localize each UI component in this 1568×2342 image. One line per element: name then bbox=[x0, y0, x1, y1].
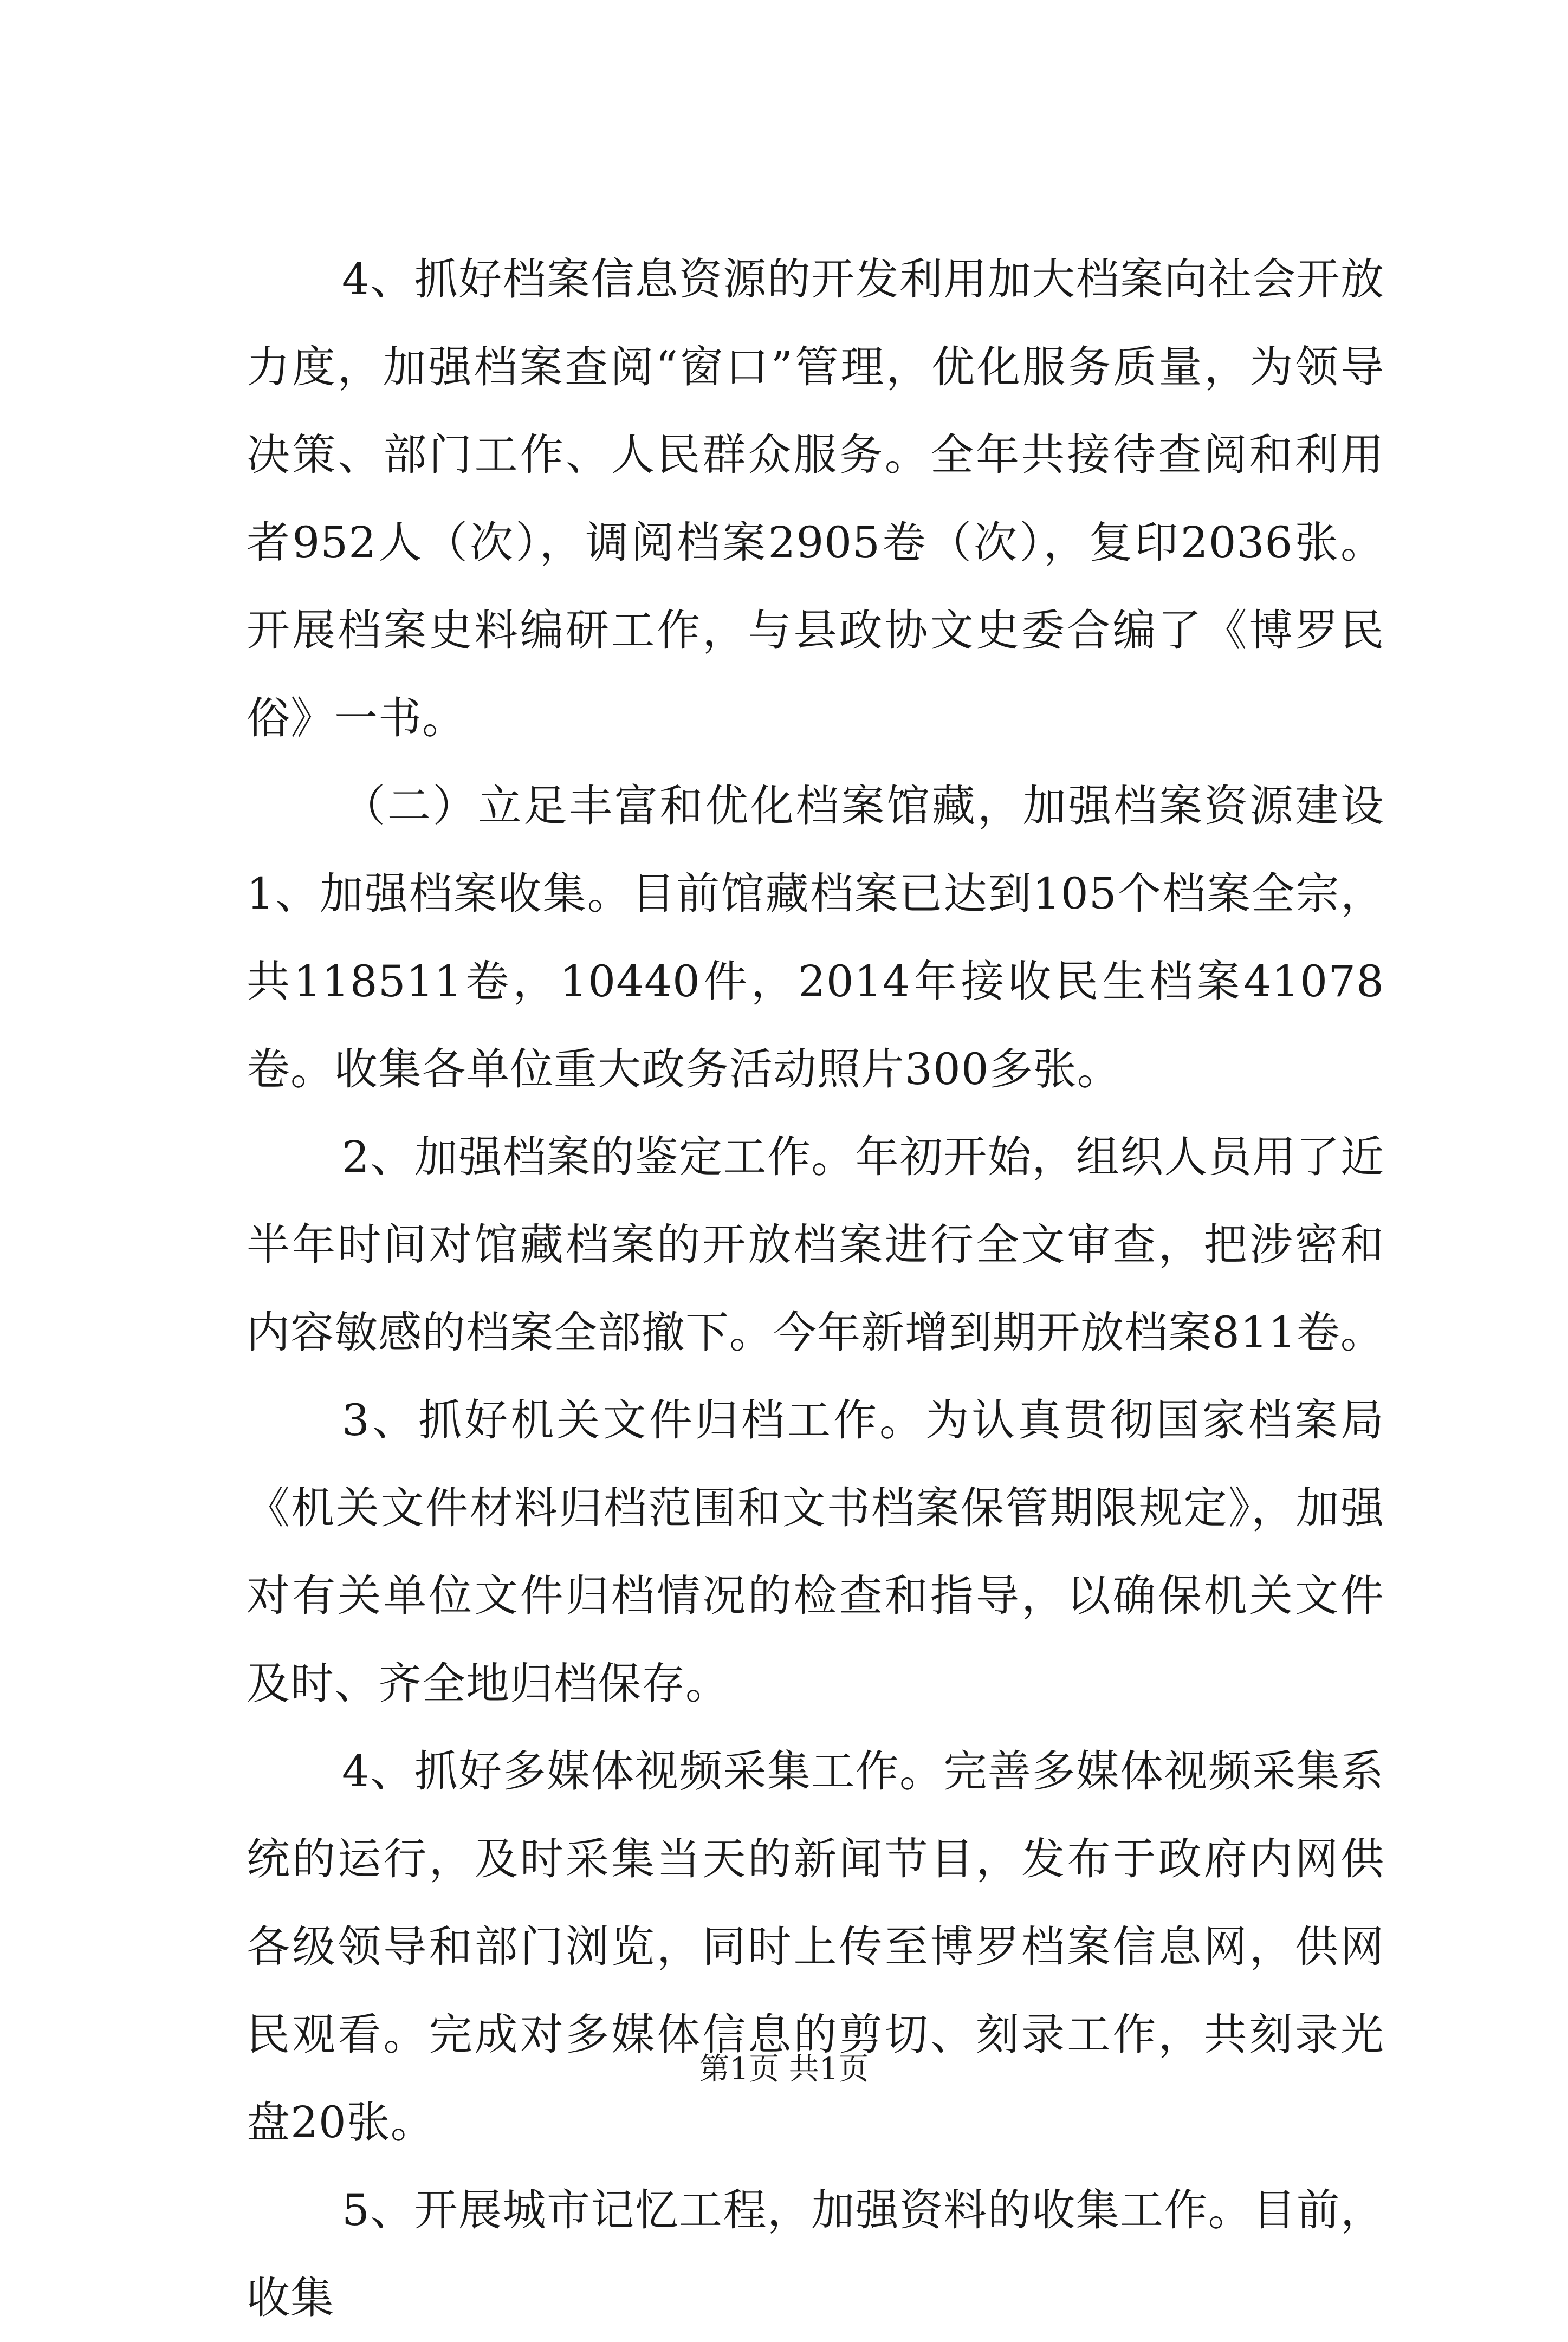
paragraph-archive-appraisal: 2、加强档案的鉴定工作。年初开始，组织人员用了近半年时间对馆藏档案的开放档案进行全文审查，把涉密和内容敏感的档案全部撤下。今年新增到期开放档案811卷。 bbox=[247, 1132, 1384, 1358]
document-body bbox=[247, 236, 1384, 2342]
paragraph-multimedia-collection: 4、抓好多媒体视频采集工作。完善多媒体视频采集系统的运行，及时采集当天的新闻节目，发布于政府内网供各级领导和部门浏览，同时上传至博罗档案信息网，供网民观看。完成对多媒体信息的剪切、刻录工作，共刻录光盘20张。 bbox=[247, 1746, 1384, 2148]
paragraph-document-filing: 3、抓好机关文件归档工作。为认真贯彻国家档案局《机关文件材料归档范围和文书档案保管期限规定》，加强对有关单位文件归档情况的检查和指导，以确保机关文件及时、齐全地归档保存。 bbox=[247, 1395, 1384, 1709]
paragraph-archive-collection: （二）立足丰富和优化档案馆藏，加强档案资源建设1、加强档案收集。目前馆藏档案已达到105个档案全宗，共118511卷，10440件，2014年接收民生档案41078卷。收集各单位重大政务活动照片300多张。 bbox=[247, 781, 1384, 1094]
page-footer: 第1页 共1页 bbox=[699, 2052, 869, 2087]
paragraph-city-memory: 5、开展城市记忆工程，加强资料的收集工作。目前，收集 bbox=[247, 2185, 1384, 2323]
paragraph-archive-utilization: 4、抓好档案信息资源的开发利用加大档案向社会开放力度，加强档案查阅“窗口”管理，优化服务质量，为领导决策、部门工作、人民群众服务。全年共接待查阅和利用者952人（次），调阅档案2905卷（次），复印2036张。开展档案史料编研工作，与县政协文史委合编了《博罗民俗》一书。 bbox=[247, 254, 1384, 743]
